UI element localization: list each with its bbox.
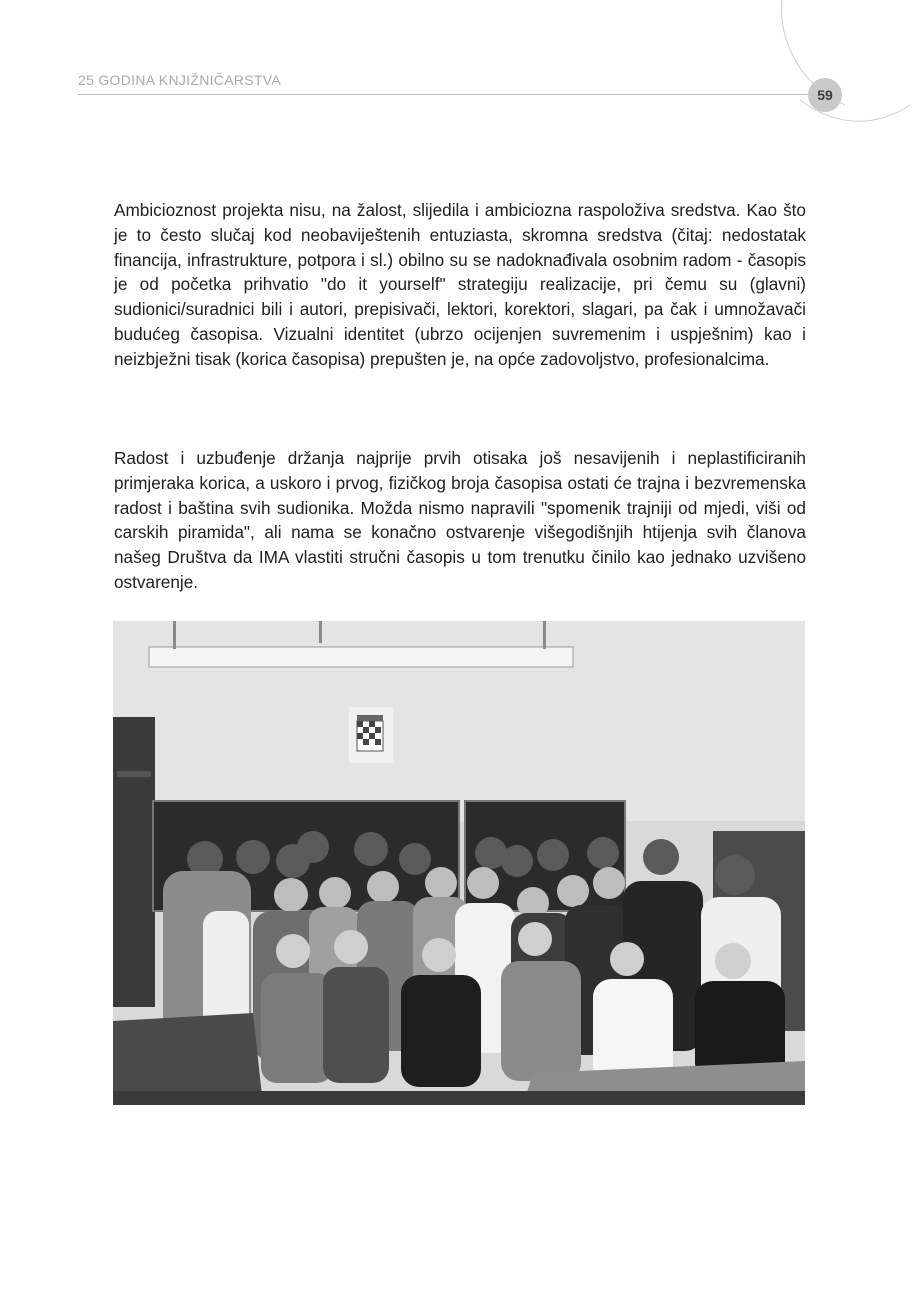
body-paragraph-1: Ambicioznost projekta nisu, na žalost, slijedila i ambiciozna raspoloživa sredstva. Kao što je to često slučaj kod neobaviještenih entuziasta, skromna sredstva (čitaj: nedostatak financija, infrastrukture, potpora i sl.) obilno su se nadoknađivala osobnim radom - časopis je od početka prihvatio "do it yourself" strategiju realizacije, pri čemu su (glavni) sudionici/suradnici bili i autori, prepisivači, lektori, korektori, slagari, pa čak i umnožavači budućeg časopisa. Vizualni identitet (ubrzo ocijenjen suvremenim i uspješnim) kao i neizbježni tisak (korica časopisa) prepušten je, na opće zadovoljstvo, profesionalcima. bbox=[114, 200, 806, 369]
body-paragraph-2: Radost i uzbuđenje držanja najprije prvih otisaka još nesavijenih i neplastificiranih primjeraka korica, a uskoro i prvog, fizičkog broja časopisa ostati će trajna i bezvremenska radost i baština svih sudionika. Možda nismo napravili "spomenik trajniji od mjedi, viši od carskih piramida", ali nama se konačno ostvarenje višegodišnjih htijenja svih članova našeg Društva da IMA vlastiti stručni časopis u tom trenutku činilo kao jednako uzvišeno ostvarenje. bbox=[114, 448, 806, 592]
header-rule bbox=[78, 94, 810, 95]
corner-decoration bbox=[760, 0, 919, 140]
running-title: 25 GODINA KNJIŽNIČARSTVA bbox=[78, 72, 281, 88]
group-photo bbox=[113, 621, 805, 1105]
coat-of-arms-icon bbox=[349, 707, 393, 763]
page-number-badge: 59 bbox=[808, 78, 842, 112]
